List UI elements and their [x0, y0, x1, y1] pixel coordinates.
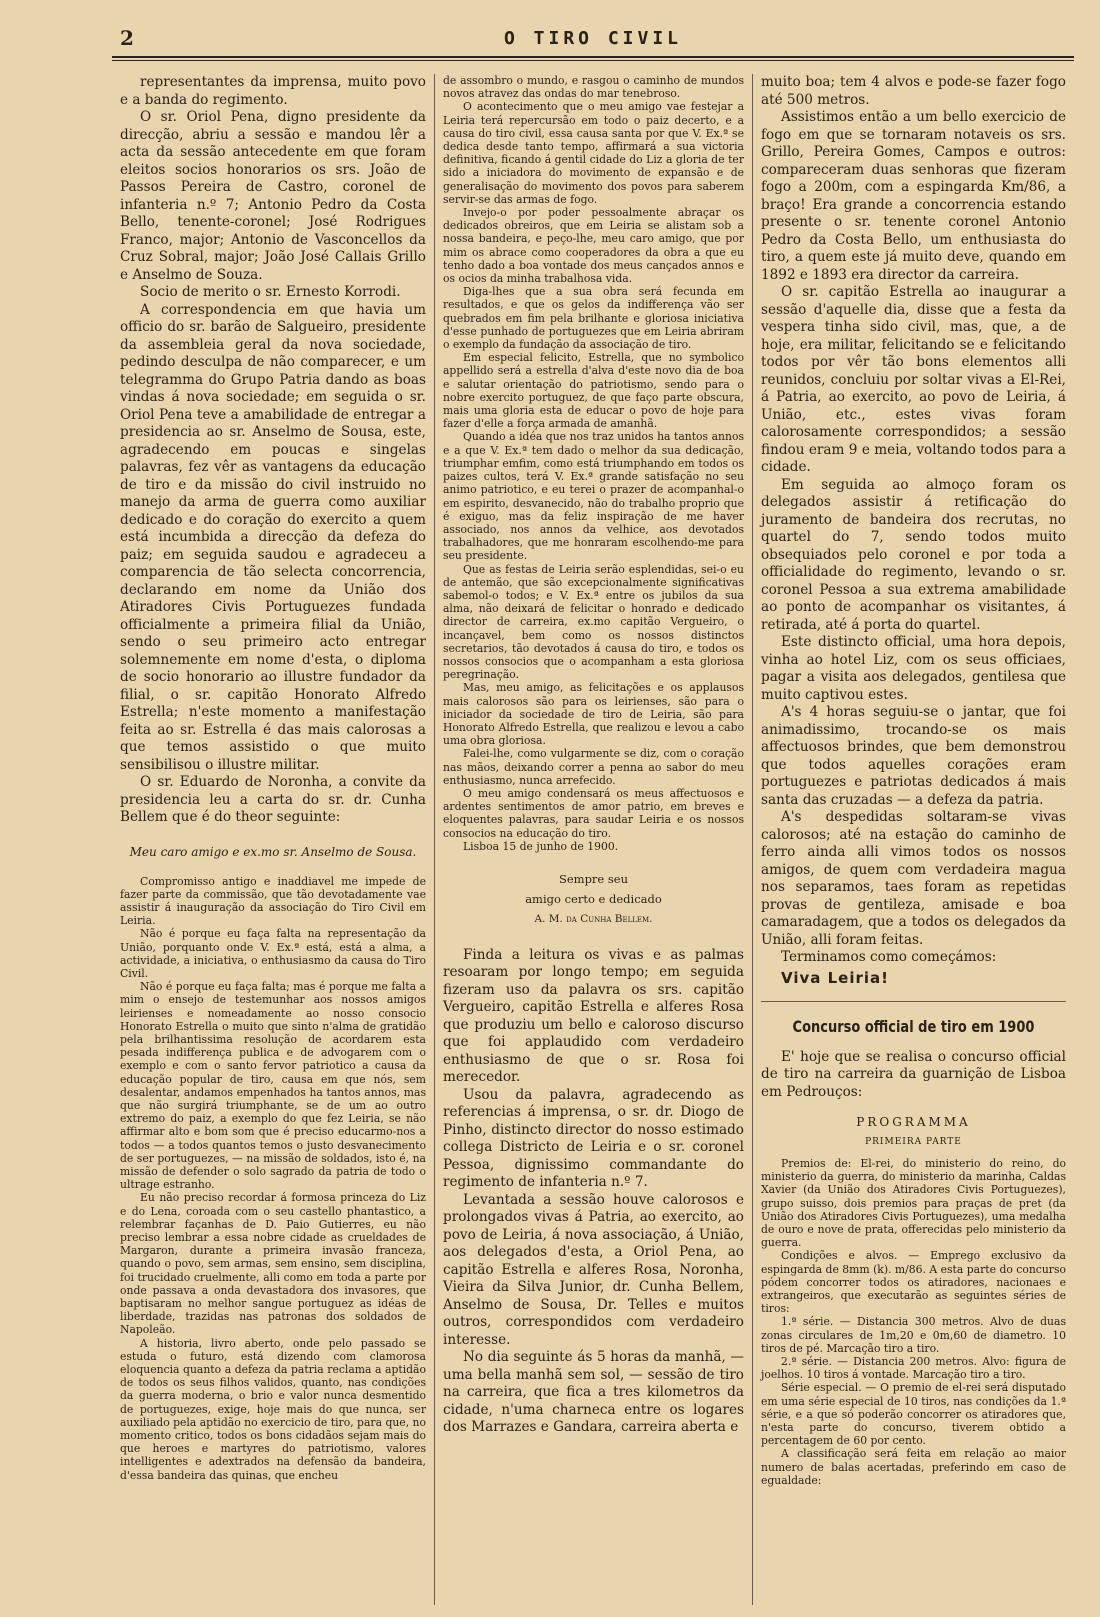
letter-paragraph: A historia, livro aberto, onde pelo passado se estuda o futuro, está dizendo com clamorosa eloquencia quanto a defeza da patria reclama a aptidão de todos os seus filhos validos, quanto, nas condições da guerra moderna, o brio e valor nunca desmentido de portuguezes, exige, hoje mais do que nunca, ser auxiliado pela aptidão no exercicio de tiro, para que, no momento critico, todos os bons cidadãos sejam mais do que heroes e martyres do patriotismo, valores intelligentes e adextrados na defensão da bandeira, d'essa bandeira das quinas, que encheu — [120, 1336, 427, 1482]
programme-paragraph: 1.ª série. — Distancia 300 metros. Alvo de duas zonas circulares de 1m,20 e 0m,60 de diametro. 10 tiros de pé. Marcação tiro a tiro. — [761, 1315, 1066, 1355]
letter-paragraph: de assombro o mundo, e rasgou o caminho de mundos novos atravez das ondas do mar tenebroso. — [443, 74, 744, 101]
letter-salutation: Meu caro amigo e ex.mo sr. Anselmo de Sousa. — [129, 844, 417, 859]
programme-paragraph: 2.ª série. — Distancia 200 metros. Alvo: figura de joelhos. 10 tiros á vontade. Marcação tiro a tiro. — [761, 1355, 1066, 1382]
programme-paragraph: A classificação será feita em relação ao maior numero de balas acertadas, preferindo em caso de egualdade: — [761, 1447, 1066, 1487]
letter-paragraph: O meu amigo condensará os meus affectuosos e ardentes sentimentos de amor patrio, em breves e eloquentes palavras, para saudar Leiria e os nossos consocios na educação do tiro. — [443, 786, 744, 840]
letter-closing — [443, 869, 744, 929]
report-text-end — [761, 74, 1066, 967]
letter-paragraph: Compromisso antigo e inaddiavel me impede de fazer parte da commissão, que tão devotadamente vae assistir á inauguração da associação do Tiro Civil em Leiria. — [120, 874, 426, 928]
section-divider — [761, 1001, 1066, 1002]
paragraph: Este distincto official, uma hora depois, vinha ao hotel Liz, com os seus officiaes, pagar a visita aos delegados, gentilesa que muito captivou estes. — [761, 634, 1066, 703]
paragraph: O sr. Eduardo de Noronha, a convite da presidencia leu a carta do sr. dr. Cunha Bellem que é do theor seguinte: — [120, 774, 426, 825]
paragraph: Socio de merito o sr. Ernesto Korrodi. — [140, 284, 401, 300]
letter-signature: A. M. da Cunha Bellem. — [534, 912, 653, 925]
letter-text — [120, 875, 426, 1482]
paragraph: representantes da imprensa, muito povo e a banda do regimento. — [120, 74, 426, 108]
newspaper-title: O TIRO CIVIL — [503, 28, 683, 49]
letter-paragraph: Não é porque eu faça falta na representação da União, porquanto onde V. Ex.ª está, está a alma, a actividade, a iniciativa, o enthusiasmo da causa do Tiro Civil. — [120, 927, 426, 980]
programme-paragraph: Condições e alvos. — Emprego exclusivo da espingarda de 8mm (k). m/86. A esta parte do concurso pódem concorrer todos os atiradores, nacionaes e extrangeiros, que executarão as seguintes séries de tiros: — [761, 1249, 1066, 1316]
letter-paragraph: Eu não preciso recordar á formosa princeza do Liz e do Lena, coroada com o seu castello phantastico, a relembrar façanhas de D. Paio Gutierres, eu não preciso lembrar a essa nobre cidade as crueldades de Margaron, durante a primeira invasão franceza, quando o povo, sem armas, sem ensino, sem disciplina, foi trucidado cruelmente, alli como em toda a parte por onde passava a onda devastadora dos invasores, que baptisaram no melhor sangue portuguez as idéas de liberdade, trazidas nas patronas dos soldados de Napoleão. — [120, 1191, 426, 1337]
paragraph: Em seguida ao almoço foram os delegados assistir á retificação do juramento de bandeira dos recrutas, no quartel do 7, sendo todos muito obsequiados pelo coronel e por toda a officialidade do regimento, levando o sr. coronel Pessoa a sua extrema amabilidade ao ponto de acompanhar os visitantes, á retirada, até á porta do quartel. — [761, 476, 1066, 633]
column-1 — [112, 74, 434, 1605]
paragraph: A correspondencia em que havia um officio do sr. barão de Salgueiro, presidente da assembleia geral da nova sociedade, pedindo desculpa de não comparecer, e um telegramma do Grupo Patria dando as boas vindas á nova sociedade; em seguida o sr. Oriol Pena teve a amabilidade de entregar a presidencia ao sr. Anselmo de Sousa, este, agradecendo em poucas e singelas palavras, fez vêr as vantagens da educação de tiro e da missão do civil instruido no manejo da arma de guerra como auxiliar dedicado e do coração do exercito a quem está incumbida a direcção da defeza do paiz; em seguida saudou e agradeceu a comparencia de tão selecta concorrencia, declarando em nome da União dos Atiradores Civis Portuguezes fundada officialmente a primeira filial da União, sendo o seu primeiro acto entregar solemnemente em nome d'esta, o diploma de socio honorario ao illustre fundador da filial, o sr. capitão Honorato Alfredo Estrella; n'este momento a manifestação feita ao sr. Estrella é das mais calorosas a que temos assistido o que muito sensibilisou o illustre militar. — [120, 301, 426, 773]
paragraph: O sr. Oriol Pena, digno presidente da direcção, abriu a sessão e mandou lêr a acta da sessão antecedente em que foram eleitos socios honorarios os srs. João de Passos Pereira de Castro, coronel de infanteria n.º 7; Antonio Pedro da Costa Bello, tenente-coronel; José Rodrigues Franco, major; Antonio de Vasconcellos da Cruz Sobral, major; João José Callais Grillo e Anselmo de Souza. — [120, 109, 426, 283]
letter-paragraph: Quando a idéa que nos traz unidos ha tantos annos e a que V. Ex.ª tem dado o melhor da sua dedicação, triumphar emfim, como está triumphando em todos os paizes cultos, terá V. Ex.ª grande satisfação no seu animo patriotico, e eu terei o prazer de acompanhal-o em espirito, desvanecido, não do trabalho proprio que é exiguo, mas da feliz inspiração de me haver associado, nos annos da velhice, aos devotados trabalhadores, que me honraram escolhendo-me para seu presidente. — [443, 430, 744, 563]
letter-paragraph: Invejo-o por poder pessoalmente abraçar os dedicados obreiros, que em Leiria se alistam sob a nossa bandeira, e peço-lhe, meu caro amigo, que por mim os abrace como cooperadores da obra a que eu tenho dado a boa vontade dos meus cançados annos e os ocios da minha trabalhosa vida. — [443, 206, 744, 286]
letter-paragraph: Que as festas de Leiria serão esplendidas, sei-o eu de antemão, que são excepcionalmente significativas sabemol-o todos; e V. Ex.ª entre os jubilos da sua alma, não deixará de felicitar o honrado e dedicado director de carreira, ex.mo capitão Vergueiro, o incançavel, bem como os nossos distinctos secretarios, tão devotados á causa do tiro, e todos os nossos consocios que o acompanham a esta gloriosa peregrinação. — [443, 562, 744, 682]
article-columns — [112, 74, 1074, 1605]
page-number: 2 — [120, 26, 134, 50]
section-heading: Concurso official de tiro em 1900 — [792, 1017, 1035, 1037]
paragraph: No dia seguinte ás 5 horas da manhã, — uma bella manhã sem sol, — sessão de tiro na carreira, que fica a tres kilometros da cidade, n'uma charneca entre os logares dos Marrazes e Gandara, carreira aberta e — [443, 1349, 744, 1436]
letter-paragraph: Diga-lhes que a sua obra será fecunda em resultados, e que os gelos da indifferença vão ser quebrados em fim pela brilhante e gloriosa iniciativa d'esse punhado de portuguezes que em Leiria abriram o exemplo da fundação da associação de tiro. — [443, 285, 744, 352]
column-3 — [752, 74, 1074, 1605]
viva-leiria-slogan: Viva Leiria! — [781, 968, 889, 987]
paragraph: Terminamos como começámos: — [781, 949, 997, 965]
report-text — [120, 74, 426, 827]
masthead — [112, 20, 1074, 54]
letter-paragraph: Mas, meu amigo, as felicitações e os applausos mais calorosos são para os leirienses, são para o iniciador da sociedade de tiro de Leiria, são para Honorato Alfredo Estrella, que realizou e levou a cabo uma obra gloriosa. — [443, 681, 744, 748]
paragraph: A's despedidas soltaram-se vivas calorosos; até na estação do caminho de ferro ainda alli vimos todos os nossos amigos, de quem com verdadeira magua nos separamos, taes foram as repetidas provas de gentileza, amisade e boa camaradagem, que a todos os delegados da União, alli foram feitas. — [761, 809, 1066, 948]
programme-text — [761, 1157, 1066, 1487]
programme-paragraph: Premios de: El-rei, do ministerio do reino, do ministerio da guerra, do ministerio da marinha, Caldas Xavier (da União dos Atiradores Civis Portuguezes), grupo suisso, dois premios para praças de pret (da União dos Atiradores Civis Portuguezes), uma medalha de ouro e nove de prata, offerecidas pelo ministerio da guerra. — [761, 1157, 1066, 1250]
closing-line: amigo certo e dedicado — [525, 891, 662, 906]
paragraph: Levantada a sessão houve calorosos e prolongados vivas á Patria, ao exercito, ao povo de Leiria, á nova associação, á União, aos delegados d'esta, a Oriol Pena, ao capitão Estrella e alferes Rosa, Noronha, Vieira da Silva Junior, dr. Cunha Bellem, Anselmo de Sousa, Dr. Telles e muitos outros, correspondidos com verdadeiro interesse. — [443, 1191, 744, 1348]
paragraph: A's 4 horas seguiu-se o jantar, que foi animadissimo, trocando-se os mais affectuosos brindes, que bem demonstrou que todos aquelles corações eram portuguezes e patriotas dedicados á mais santa das cruzadas — a defeza da patria. — [761, 704, 1066, 808]
closing-line: Sempre seu — [558, 871, 629, 886]
letter-paragraph: O acontecimento que o meu amigo vae festejar a Leiria terá repercursão em todo o paiz decerto, e a causa do tiro civil, essa causa santa por que V. Ex.ª se dedica desde tanto tempo, affirmará a sua victoria definitiva, ficando á gentil cidade do Liz a gloria de ter sido a iniciadora do movimento de expansão e de generalisação do movimento dos povos para saberem servir-se das armas de fogo. — [443, 100, 744, 206]
paragraph: Assistimos então a um bello exercicio de fogo em que se tornaram notaveis os srs. Grillo, Pereira Gomes, Campos e outros: compareceram duas senhoras que fizeram fogo a 200m, com a espingarda Km/86, a braço! Era grande a concorrencia estando presente o sr. tenente coronel Antonio Pedro da Costa Bello, um enthusiasta do tiro, a quem este já muito deve, quando em 1892 e 1893 era director da carreira. — [761, 109, 1066, 283]
programme-paragraph: Série especial. — O premio de el-rei será disputado em uma série especial de 10 tiros, nas condições da 1.ª série, e a que só poderão concorrer os atiradores que, n'esta parte do concurso, tiverem obtido a percentagem de 60 por cento. — [761, 1381, 1066, 1448]
paragraph: Finda a leitura os vivas e as palmas resoaram por longo tempo; em seguida fizeram uso da palavra os srs. capitão Vergueiro, capitão Estrella e alferes Rosa que produziu um bello e caloroso discurso que foi applaudido com verdadeiro enthusiasmo de que o sr. Rosa foi merecedor. — [443, 946, 744, 1086]
paragraph: O sr. capitão Estrella ao inaugurar a sessão d'aquelle dia, disse que a festa da vespera tinha sido civil, mas, que, a de hoje, era militar, felicitando se e felicitando todos por vêr tão bons elementos alli reunidos, concluiu por soltar vivas a El-Rei, á Patria, ao exercito, ao povo de Leiria, á União, etc., estes vivas foram calorosamente correspondidos; a sessão findou eram 9 e meia, voltando todos para a cidade. — [761, 284, 1066, 475]
paragraph: Usou da palavra, agradecendo as referencias á imprensa, o sr. dr. Diogo de Pinho, distincto director do nosso estimado collega Districto de Leiria e o sr. coronel Pessoa, dignissimo commandante do regimento de infanteria n.º 7. — [443, 1086, 744, 1191]
letter-paragraph: Falei-lhe, como vulgarmente se diz, com o coração nas mãos, deixando correr a penna ao sabor do meu enthusiasmo, nunca arrefecido. — [443, 747, 744, 787]
column-2 — [434, 74, 752, 1605]
letter-paragraph: Não é porque eu faça falta; mas é porque me falta a mim o ensejo de testemunhar aos nossos amigos leirienses e nomeadamente ao nosso consocio Honorato Estrella o muito que sinto n'alma de gratidão pela brilhantissima resolução de acordarem esta pesada indifferença publica e de advogarem com o exemplo e com o santo fervor patriotico a causa da educação popular de tiro, causa em que nós, sem desalentar, andamos empenhados ha tantos annos, mas que não surgirá triumphante, se de um ao outro extremo do paiz, a exemplo do que fez Leiria, se não affirmar alto e bom som que é preciso educarmo-nos a todos — a todos quantos temos o justo desvanecimento de ser portuguezes, — na missão de soldados, isto é, na missão de defender o solo sagrado da patria de todo o ultrage estranho. — [120, 980, 426, 1192]
report-text-continued — [443, 947, 744, 1437]
letter-date: Lisboa 15 de junho de 1900. — [463, 839, 619, 853]
programme-title: PROGRAMMA — [856, 1115, 971, 1129]
concurso-intro — [761, 1049, 1066, 1102]
paragraph: muito boa; tem 4 alvos e pode-se fazer fogo até 500 metros. — [761, 74, 1066, 108]
letter-paragraph: Em especial felicito, Estrella, que no symbolico appellido será a estrella d'alva d'este novo dia de boa e salutar orientação do patriotismo, sendo para o nobre exercito portuguez, de que faço parte obscura, mais uma gloria esta de educar o povo de hoje para fazer d'elle a força armada de amanhã. — [443, 351, 744, 431]
programme-subtitle: PRIMEIRA PARTE — [865, 1137, 962, 1147]
letter-text-continued — [443, 74, 744, 853]
paragraph: E' hoje que se realisa o concurso official de tiro na carreira da guarnição de Lisboa em Pedrouços: — [761, 1048, 1066, 1100]
header-rule — [112, 56, 1074, 61]
